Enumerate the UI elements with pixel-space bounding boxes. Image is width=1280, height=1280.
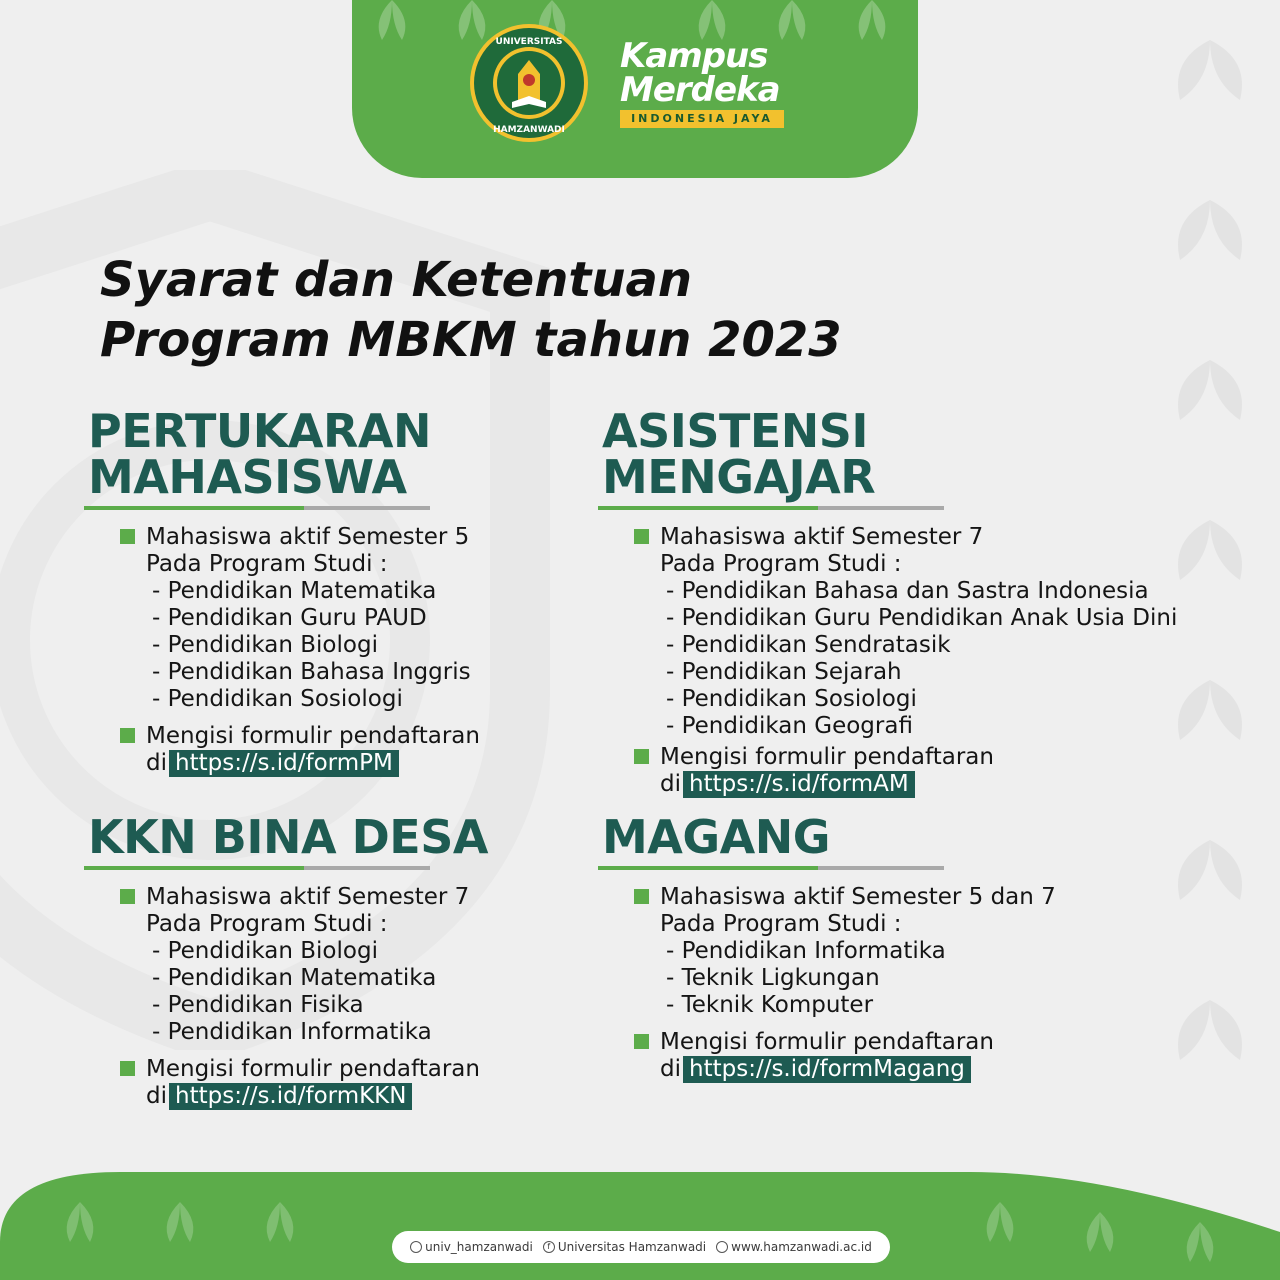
link-prefix: di: [660, 1056, 681, 1082]
requirement-item: [602, 884, 1202, 1019]
program-item: - Pendidikan Matematika: [152, 578, 437, 604]
globe-icon: [716, 1241, 728, 1253]
form-pm-link[interactable]: https://s.id/formPM: [169, 750, 399, 777]
program-item: - Pendidikan Informatika: [666, 938, 946, 964]
instagram-handle: univ_hamzanwadi: [425, 1240, 533, 1254]
bullet-square-icon: [120, 529, 135, 544]
requirement-item: [602, 744, 1242, 798]
program-item: - Pendidikan Geografi: [666, 713, 913, 739]
requirement-item: [88, 884, 588, 1046]
program-item: - Pendidikan Matematika: [152, 965, 437, 991]
requirement-text: Mengisi formulir pendaftaran: [146, 723, 480, 749]
section-divider: [598, 506, 944, 510]
section-divider: [598, 866, 944, 870]
requirement-text: Mengisi formulir pendaftaran: [660, 1029, 994, 1055]
program-item: - Pendidikan Sosiologi: [666, 686, 917, 712]
footer-banner: [0, 1172, 1280, 1280]
facebook-name: Universitas Hamzanwadi: [557, 1240, 707, 1254]
program-item: - Pendidikan Informatika: [152, 1019, 432, 1045]
bullet-square-icon: [120, 889, 135, 904]
section-heading: KKN BINA DESA: [88, 810, 488, 864]
bullet-square-icon: [634, 529, 649, 544]
svg-text:UNIVERSITAS: UNIVERSITAS: [495, 37, 563, 47]
section-heading: MAHASISWA: [88, 450, 407, 504]
kampus-merdeka-line1: Kampus: [620, 36, 768, 76]
page-title-line1: Syarat dan Ketentuan: [100, 252, 693, 308]
section-asistensi-mengajar: [602, 404, 1242, 798]
section-divider: [84, 506, 430, 510]
requirement-text: Mahasiswa aktif Semester 5: [146, 524, 470, 550]
svg-text:HAMZANWADI: HAMZANWADI: [493, 125, 565, 135]
requirement-item: [602, 1029, 1202, 1083]
section-heading: ASISTENSI: [602, 404, 869, 458]
bullet-square-icon: [634, 889, 649, 904]
link-prefix: di: [146, 1083, 167, 1109]
requirement-item: [88, 524, 588, 713]
facebook-icon: f: [543, 1241, 555, 1253]
program-item: - Pendidikan Bahasa Inggris: [152, 659, 471, 685]
program-item: - Pendidikan Guru PAUD: [152, 605, 427, 631]
requirement-text: Mengisi formulir pendaftaran: [660, 744, 994, 770]
program-item: - Pendidikan Guru Pendidikan Anak Usia Dini: [666, 605, 1178, 631]
requirement-item: [88, 723, 588, 777]
requirement-text: Pada Program Studi :: [660, 551, 902, 577]
form-am-link[interactable]: https://s.id/formAM: [683, 771, 915, 798]
bullet-square-icon: [634, 749, 649, 764]
program-item: - Teknik Ligkungan: [666, 965, 880, 991]
website-url: www.hamzanwadi.ac.id: [731, 1240, 872, 1254]
bullet-square-icon: [120, 728, 135, 743]
university-seal-logo: [468, 22, 590, 144]
bullet-square-icon: [120, 1061, 135, 1076]
instagram-icon: [410, 1241, 422, 1253]
contact-website[interactable]: [716, 1240, 872, 1254]
contact-facebook[interactable]: [543, 1240, 706, 1254]
requirement-item: [602, 524, 1242, 740]
section-heading: PERTUKARAN: [88, 404, 431, 458]
requirement-text: Mahasiswa aktif Semester 7: [660, 524, 984, 550]
kampus-merdeka-tagline: INDONESIA JAYA: [620, 110, 784, 128]
kampus-merdeka-line2: Merdeka: [620, 70, 780, 110]
form-kkn-link[interactable]: https://s.id/formKKN: [169, 1083, 412, 1110]
contact-bar: [392, 1231, 890, 1263]
requirement-text: Mengisi formulir pendaftaran: [146, 1056, 480, 1082]
section-divider: [84, 866, 430, 870]
requirement-text: Pada Program Studi :: [660, 911, 902, 937]
page-title-line2: Program MBKM tahun 2023: [100, 312, 842, 368]
link-prefix: di: [146, 750, 167, 776]
section-heading: MAGANG: [602, 810, 830, 864]
header-banner: [352, 0, 918, 178]
link-prefix: di: [660, 771, 681, 797]
requirement-text: Mahasiswa aktif Semester 7: [146, 884, 470, 910]
requirement-text: Pada Program Studi :: [146, 911, 388, 937]
program-item: - Pendidikan Sendratasik: [666, 632, 951, 658]
program-item: - Pendidikan Fisika: [152, 992, 364, 1018]
program-item: - Pendidikan Sosiologi: [152, 686, 403, 712]
bullet-square-icon: [634, 1034, 649, 1049]
form-magang-link[interactable]: https://s.id/formMagang: [683, 1056, 971, 1083]
contact-instagram[interactable]: [410, 1240, 533, 1254]
program-item: - Pendidikan Bahasa dan Sastra Indonesia: [666, 578, 1149, 604]
section-magang: [602, 810, 1202, 1083]
program-item: - Pendidikan Biologi: [152, 938, 378, 964]
program-item: - Pendidikan Sejarah: [666, 659, 902, 685]
requirement-item: [88, 1056, 588, 1110]
section-heading: MENGAJAR: [602, 450, 876, 504]
program-item: - Pendidikan Biologi: [152, 632, 378, 658]
requirement-text: Mahasiswa aktif Semester 5 dan 7: [660, 884, 1056, 910]
kampus-merdeka-logo: [616, 34, 796, 134]
section-pertukaran-mahasiswa: [88, 404, 588, 777]
section-kkn-bina-desa: [88, 810, 588, 1110]
page-title: [100, 250, 1000, 370]
requirement-text: Pada Program Studi :: [146, 551, 388, 577]
program-item: - Teknik Komputer: [666, 992, 874, 1018]
